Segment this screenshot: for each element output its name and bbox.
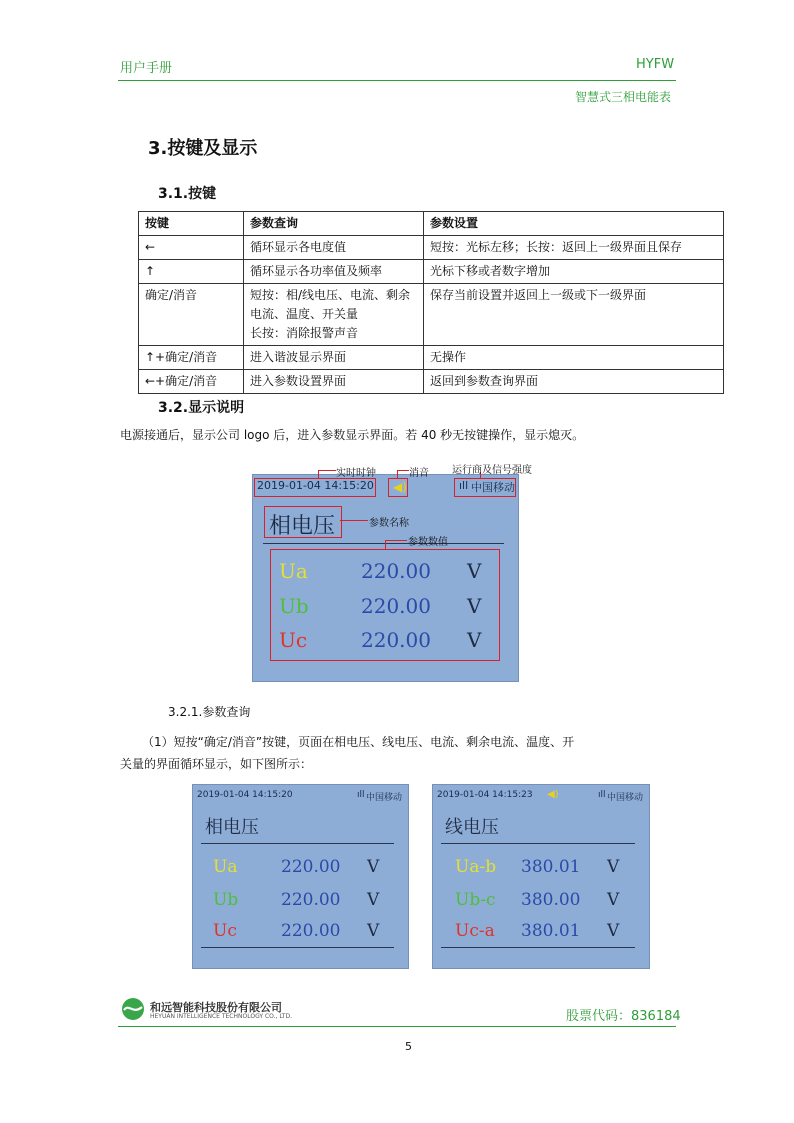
query-para-line2: 关量的界面循环显示，如下图所示： [120,757,313,771]
header-subtitle: 智慧式三相电能表 [575,90,672,104]
callout-param-name: 参数名称 [369,518,409,529]
company-name-en: HEYUAN INTELLIGENCE TECHNOLOGY CO., LTD. [150,1013,293,1020]
header-right: HYFW [636,57,675,72]
table-cell: 保存当前设置并返回上一级或下一级界面 [424,284,724,346]
table-cell: 短按：相/线电压、电流、剩余电流、温度、开关量 长按：消除报警声音 [244,284,424,346]
table-row [139,236,724,260]
table-cell: 无操作 [424,346,724,370]
stock-code: 股票代码：836184 [566,1009,681,1024]
lcd-row-label: Uc-a [455,921,495,941]
callout-leader [340,520,368,521]
lcd-row-value: 220.00 [281,921,341,941]
lcd-carrier: 中国移动 [607,793,644,803]
callout-leader [318,470,336,471]
header-left: 用户手册 [120,61,173,76]
callout-box-values [270,549,500,661]
lcd-row-label: Uc [279,628,308,652]
table-row [139,370,724,394]
lcd-row-label: Uc [213,921,237,941]
table-cell: 循环显示各电度值 [244,236,424,260]
table-row [139,346,724,370]
lcd-row-label: Ub [213,890,239,910]
display-intro: 电源接通后，显示公司 logo 后，进入参数显示界面。若 40 秒无按键操作，显示熄灭。 [120,428,585,442]
lcd-row-value: 220.00 [361,594,431,618]
lcd-row-unit: V [367,857,380,877]
query-title: 3.2.1.参数查询 [168,705,251,719]
table-cell: ←+确定/消音 [139,370,244,394]
callout-box-clock [254,478,376,497]
lcd-status-bar [433,785,649,807]
callout-leader [318,470,319,478]
lcd-row-unit: V [367,921,380,941]
company-name-cn: 和远智能科技股份有限公司 [150,1001,282,1014]
callout-box-mute [388,478,408,497]
table-row [139,260,724,284]
display-title: 3.2.显示说明 [158,400,245,416]
signal-icon: ıll [357,790,365,800]
mute-icon: ◀) [547,789,559,800]
lcd-row-label: Ua [279,559,308,583]
lcd-divider [201,843,394,844]
table-cell: 返回到参数查询界面 [424,370,724,394]
callout-carrier: 运行商及信号强度 [452,465,532,476]
lcd-row-unit: V [467,594,482,618]
mute-icon: ◀) [393,480,407,494]
table-header-row [139,212,724,236]
lcd-row-value: 220.00 [281,890,341,910]
lcd-row-label: Ub-c [455,890,496,910]
section-title: 3.按键及显示 [148,138,258,159]
lcd-datetime: 2019-01-04 14:15:20 [197,790,293,800]
table-cell: ← [139,236,244,260]
lcd-row-unit: V [367,890,380,910]
lcd-phase-voltage-screen [192,784,409,969]
lcd-line-voltage-screen [432,784,650,969]
callout-leader [385,540,386,549]
callout-leader [397,470,398,478]
signal-icon: ıll [459,479,469,492]
callout-box-carrier [454,478,516,497]
lcd-param-name: 相电压 [205,817,259,838]
lcd-row-unit: V [467,628,482,652]
table-cell: 光标下移或者数字增加 [424,260,724,284]
lcd-row-value: 220.00 [281,857,341,877]
lcd-datetime: 2019-01-04 14:15:23 [437,790,533,800]
callout-leader [397,470,409,471]
lcd-row-label: Ua [213,857,238,877]
header-rule [118,80,676,81]
lcd-row-unit: V [607,857,620,877]
table-cell: 进入参数设置界面 [244,370,424,394]
lcd-row-unit: V [607,921,620,941]
lcd-carrier: 中国移动 [366,793,403,803]
keys-table [138,211,724,394]
lcd-row-value: 380.00 [521,890,581,910]
lcd-row-value: 380.01 [521,857,581,877]
lcd-row-label: Ua-b [455,857,497,877]
table-cell: 确定/消音 [139,284,244,346]
table-cell: 进入谐波显示界面 [244,346,424,370]
lcd-status-bar [193,785,408,807]
company-logo [121,997,145,1021]
lcd-param-name: 相电压 [269,514,336,539]
table-header: 参数查询 [244,212,424,236]
callout-clock: 实时时钟 [336,468,376,479]
table-cell: 循环显示各功率值及频率 [244,260,424,284]
signal-icon: ıll [598,790,606,800]
lcd-row-value: 380.01 [521,921,581,941]
lcd-divider [263,543,504,544]
lcd-row-value: 220.00 [361,559,431,583]
callout-mute: 消音 [409,468,429,479]
table-row [139,284,724,346]
lcd-carrier: 中国移动 [471,481,515,494]
query-para-line1: （1）短按“确定/消音”按键，页面在相电压、线电压、电流、剩余电流、温度、开 [142,735,575,749]
lcd-datetime: 2019-01-04 14:15:20 [257,479,374,492]
lcd-row-label: Ub [279,594,309,618]
callout-leader [385,540,407,541]
lcd-row-unit: V [467,559,482,583]
lcd-row-value: 220.00 [361,628,431,652]
table-header: 按键 [139,212,244,236]
lcd-param-name: 线电压 [445,817,499,838]
table-cell: 短按：光标左移；长按：返回上一级界面且保存 [424,236,724,260]
table-header: 参数设置 [424,212,724,236]
callout-param-value: 参数数值 [408,537,448,548]
keys-title: 3.1.按键 [158,186,217,202]
page-number: 5 [405,1040,412,1053]
lcd-divider [441,947,635,948]
table-cell: ↑ [139,260,244,284]
footer-rule [118,1026,676,1027]
lcd-divider [201,947,394,948]
lcd-divider [441,843,635,844]
callout-box-name [264,506,342,538]
lcd-row-unit: V [607,890,620,910]
table-cell: ↑+确定/消音 [139,346,244,370]
